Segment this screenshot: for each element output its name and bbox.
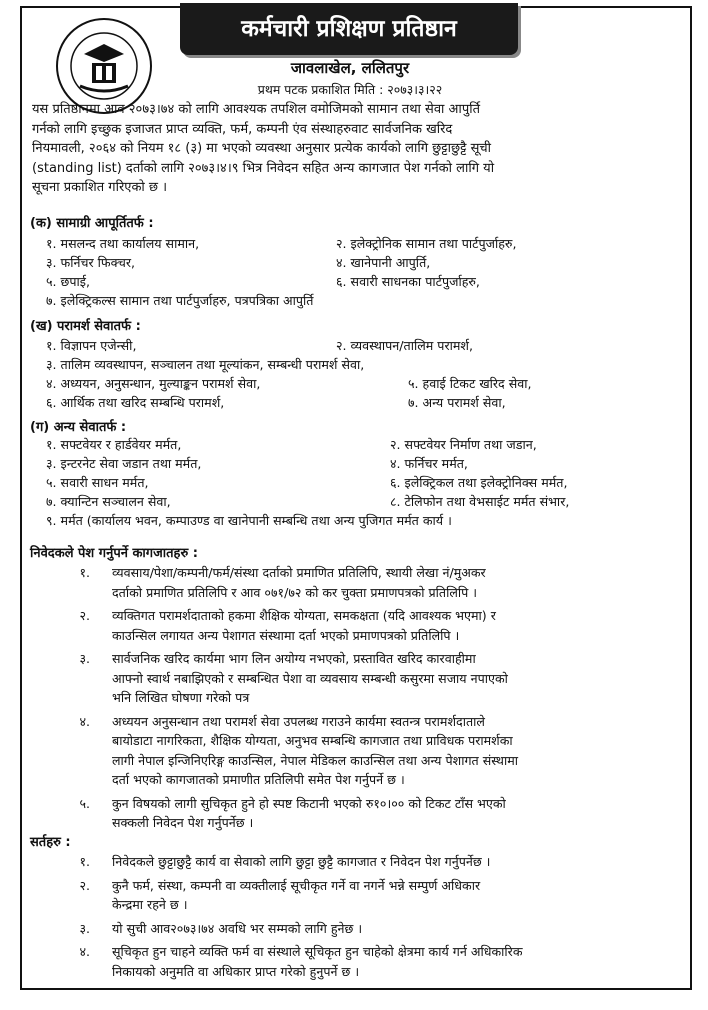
list-item: २. इलेक्ट्रोनिक सामान तथा पार्टपुर्जाहरु, <box>336 236 517 251</box>
list-row <box>30 336 660 355</box>
list-row <box>30 234 660 253</box>
list-item: ५. छपाई, <box>46 274 90 289</box>
list-row <box>30 393 660 412</box>
list-item: ५. कुन विषयको लागी सुचिकृत हुने हो स्पष्ट किटानी भएको रु१०।०० को टिकट टाँस भएको सक्कली निवेदन पेश गर्नुपर्नेछ । <box>79 795 506 830</box>
list-item: १. मसलन्द तथा कार्यालय सामान, <box>46 236 200 251</box>
list-item: ७. अन्य परामर्श सेवा, <box>408 395 506 410</box>
list-item: ७. इलेक्ट्रिकल्स सामान तथा पार्टपुर्जाहरु, पत्रपत्रिका आपुर्ति <box>46 293 314 308</box>
list-item: ४. खानेपानी आपुर्ति, <box>336 255 431 270</box>
location-line: जावलाखेल, ललितपुर <box>290 59 410 77</box>
section-ga-list <box>30 435 660 530</box>
list-item: ८. टेलिफोन तथा वेभसाईट मर्मत संभार, <box>390 494 570 509</box>
list-row <box>30 374 660 393</box>
list-row <box>30 355 660 374</box>
list-item: २. कुनै फर्म, संस्था, कम्पनी वा व्यक्तीलाई सूचीकृत गर्ने वा नगर्ने भन्ने सम्पुर्ण अधिकार केन्द्रमा रहने छ । <box>79 877 481 912</box>
list-item: ३. यो सुची आव२०७३।७४ अवधि भर सम्मको लागि हुनेछ । <box>79 920 363 936</box>
list-item: ३. इन्टरनेट सेवा जडान तथा मर्मत, <box>46 456 202 471</box>
list-item: १. सफ्टवेयर र हार्डवेयर मर्मत, <box>46 437 182 452</box>
documents-list <box>30 563 678 833</box>
list-row <box>30 492 660 511</box>
section-kha-heading: (ख) परामर्श सेवातर्फ : <box>30 319 141 334</box>
list-row <box>30 473 660 492</box>
list-item: १. व्यवसाय/पेशा/कम्पनी/फर्म/संस्था दर्ताको प्रमाणित प्रतिलिपि, स्थायी लेखा नं/मुअकर दर्ताको प्रमाणित प्रतिलिपि र आव ०७१/७२ को कर चुक्ता प्रमाणपत्रको प्रतिलिपि । <box>79 565 486 600</box>
list-item: ६. इलेक्ट्रिकल तथा इलेक्ट्रोनिक्स मर्मत, <box>390 475 568 490</box>
list-item: २. सफ्टवेयर निर्माण तथा जडान, <box>390 437 537 452</box>
list-item: ७. क्यान्टिन सञ्चालन सेवा, <box>46 494 171 509</box>
section-ga-heading: (ग) अन्य सेवातर्फ : <box>30 420 127 435</box>
list-row <box>30 435 660 454</box>
list-item: २. व्यवस्थापन/तालिम परामर्श, <box>336 338 473 353</box>
section-kha-list <box>30 336 660 412</box>
list-item: ६. आर्थिक तथा खरिद सम्बन्धि परामर्श, <box>46 395 225 410</box>
list-item: ३. फर्निचर फिक्चर, <box>46 255 136 270</box>
list-item: ३. सार्वजनिक खरिद कार्यमा भाग लिन अयोग्य नभएको, प्रस्तावित खरिद कारवाहीमा आफ्नो स्वार्थ नबाझिएको र सम्बन्धित पेशा वा व्यवसाय सम्बन्धी कसुरमा सजाय नपाएको भनि लिखित घोषणा गरेको पत्र <box>79 651 508 705</box>
intro-paragraph: यस प्रतिष्ठानमा आव २०७३।७४ को लागि आवश्यक तपशिल वमोजिमको सामान तथा सेवा आपुर्ति गर्नको लागि इच्छुक इजाजत प्राप्त व्यक्ति, फर्म, कम्पनी एंव संस्थाहरुवाट सार्वजनिक खरिद नियमावली, २०६४ को नियम १८ (३) मा भएको व्यवस्था अनुसार प्रत्येक कार्यको लागि छुट्टाछुट्टै सूची (standing list) दर्ताको लागि २०७३।४।९ भित्र निवेदन सहित अन्य कागजात पेश गर्नको लागि यो सूचना प्रकाशित गरिएको छ । <box>32 102 495 195</box>
list-item: ४. सूचिकृत हुन चाहने व्यक्ति फर्म वा संस्थाले सूचिकृत हुन चाहेको क्षेत्रमा कार्य गर्न अधिकारिक निकायको अनुमति वा अधिकार प्राप्त गरेको हुनुपर्ने छ । <box>79 944 523 979</box>
list-item: ५. सवारी साधन मर्मत, <box>46 475 149 490</box>
section-ka-list <box>30 234 660 310</box>
conditions-heading: सर्तहरु : <box>30 835 71 850</box>
list-item: १. निवेदकले छुट्टाछुट्टै कार्य वा सेवाको लागि छुट्टा छुट्टै कागजात र निवेदन पेश गर्नुपर्नेछ । <box>79 854 491 869</box>
list-row <box>30 291 660 310</box>
list-item: ४. फर्निचर मर्मत, <box>390 456 468 471</box>
list-item: ५. हवाई टिकट खरिद सेवा, <box>408 376 532 391</box>
documents-heading: निवेदकले पेश गर्नुपर्ने कागजातहरु : <box>30 546 198 561</box>
list-item: ३. तालिम व्यवस्थापन, सञ्चालन तथा मूल्यांकन, सम्बन्धी परामर्श सेवा, <box>46 357 365 372</box>
publish-date: प्रथम पटक प्रकाशित मिति : २०७३।३।२२ <box>257 82 443 97</box>
list-item: ४. अध्ययन अनुसन्धान तथा परामर्श सेवा उपलब्ध गराउने कार्यमा स्वतन्त्र परामर्शदाताले बायोडाटा नागरिकता, शैक्षिक योग्यता, अनुभव सम्बन्धि कागजात तथा प्राविधक परामर्शका लागी नेपाल इन्जिनिएरिङ्ग काउन्सिल, नेपाल मेडिकल काउन्सिल तथा अन्य पेशागत संस्थामा दर्ता भएको कागजातको प्रमाणीत प्रतिलिपी समेत पेश गर्नुपर्ने छ । <box>79 713 519 787</box>
conditions-list <box>30 852 678 981</box>
list-item: २. व्यक्तिगत परामर्शदाताको हकमा शैक्षिक योग्यता, समकक्षता (यदि आवश्यक भएमा) र काउन्सिल लगायत अन्य पेशागत संस्थामा दर्ता भएको प्रमाणपत्रको प्रतिलिपि । <box>79 608 496 643</box>
list-item: ६. सवारी साधनका पार्टपुर्जाहरु, <box>336 274 480 289</box>
list-row <box>30 253 660 272</box>
list-row <box>30 454 660 473</box>
section-ka-heading: (क) सामाग्री आपूर्तितर्फ : <box>30 216 154 231</box>
list-item: १. विज्ञापन एजेन्सी, <box>46 338 137 353</box>
list-item: ९. मर्मत (कार्यालय भवन, कम्पाउण्ड वा खानेपानी सम्बन्धि तथा अन्य पुजिगत मर्मत कार्य । <box>46 513 452 528</box>
list-row <box>30 272 660 291</box>
list-item: ४. अध्ययन, अनुसन्धान, मुल्याङ्कन परामर्श सेवा, <box>46 376 261 391</box>
list-row <box>30 511 660 530</box>
page-title: कर्मचारी प्रशिक्षण प्रतिष्ठान <box>180 3 518 55</box>
